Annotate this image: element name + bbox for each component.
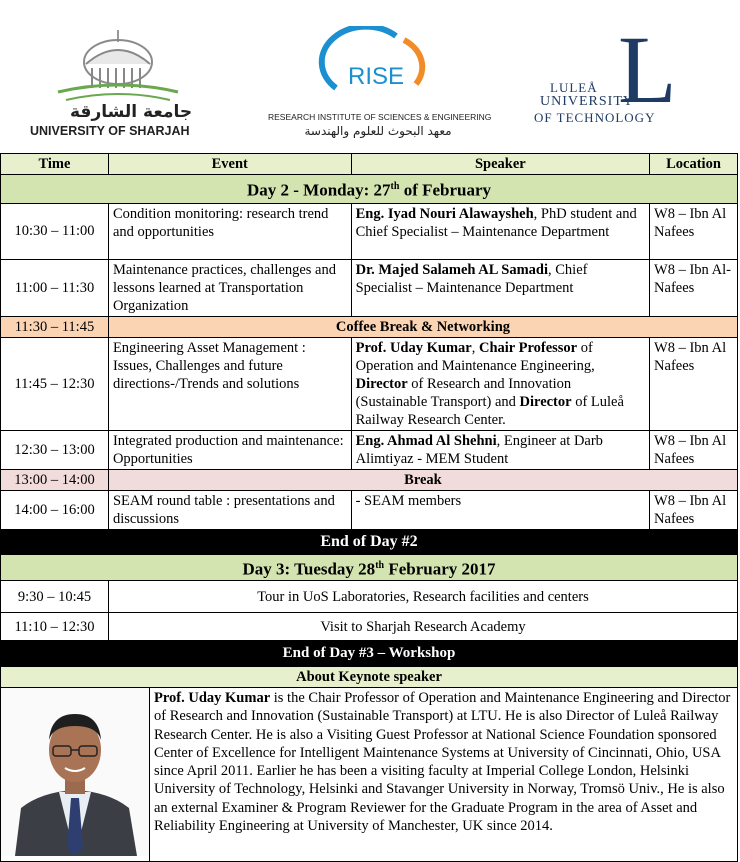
keynote-body-row <box>1 688 738 862</box>
break-label: Break <box>108 469 737 490</box>
row-time: 12:30 – 13:00 <box>1 430 109 469</box>
row-event: Engineering Asset Management : Issues, Challenges and future directions-/Trends and solutions <box>108 337 351 430</box>
table-row <box>1 203 738 259</box>
table-row <box>1 613 738 641</box>
row-speaker: Eng. Ahmad Al Shehni, Engineer at Darb Alimtiyaz - MEM Student <box>351 430 649 469</box>
ltu-logo <box>528 16 718 138</box>
ltu-letter: L <box>618 16 677 123</box>
table-header-row <box>1 154 738 175</box>
rise-arabic-name: معهد البحوث للعلوم والهندسة <box>304 124 452 138</box>
day2-title-row <box>1 175 738 204</box>
row-event: Visit to Sharjah Research Academy <box>108 613 737 641</box>
table-row <box>1 490 738 529</box>
table-row <box>1 259 738 316</box>
keynote-bio: Prof. Uday Kumar is the Chair Professor of Operation and Maintenance Engineering and Director of Research and Innovation (Sustainable Transport) at LTU. He is also Director of Luleå Railway Research Center. He is also a Visiting Guest Professor at National Science Foundation sponsored Center of Excellence for Intelligent Maintenance Systems at University of Cincinnati, Ohio, USA since April 2011. Earlier he has been a visiting faculty at Imperial College London, Helsinki University of Technology, Helsinki and Stavanger University in Norway, Tromsö Univ., He is also an external Examiner & Program Reviewer for the Graduate Program in the area of Asset and Reliability Engineering at University of Manchester, UK since 2014. <box>150 688 738 862</box>
table-row <box>1 337 738 430</box>
ltu-line1: LULEÅ <box>550 80 598 95</box>
col-speaker: Speaker <box>351 154 649 175</box>
row-event: Condition monitoring: research trend and opportunities <box>108 203 351 259</box>
row-time: 11:10 – 12:30 <box>1 613 109 641</box>
row-location: W8 – Ibn Al Nafees <box>650 203 738 259</box>
speaker-photo-icon <box>1 688 149 856</box>
rise-english-name: RESEARCH INSTITUTE OF SCIENCES & ENGINEERING <box>268 112 492 122</box>
row-event: Tour in UoS Laboratories, Research facilities and centers <box>108 581 737 613</box>
row-location: W8 – Ibn Al-Nafees <box>650 259 738 316</box>
keynote-header-row <box>1 667 738 688</box>
row-location: W8 – Ibn Al Nafees <box>650 430 738 469</box>
coffee-break-row <box>1 316 738 337</box>
end-day3: End of Day #3 – Workshop <box>1 641 738 666</box>
table-row <box>1 430 738 469</box>
row-event: Maintenance practices, challenges and lessons learned at Transportation Organization <box>108 259 351 316</box>
row-event: Integrated production and maintenance: Opportunities <box>108 430 351 469</box>
row-speaker: Prof. Uday Kumar, Chair Professor of Operation and Maintenance Engineering, Director of Research and Innovation (Sustainable Transport) and Director of Luleå Railway Research Center. <box>351 337 649 430</box>
coffee-label: Coffee Break & Networking <box>108 316 737 337</box>
row-time: 14:00 – 16:00 <box>1 490 109 529</box>
day2-title: Day 2 - Monday: 27th of February <box>1 175 738 204</box>
row-time: 11:00 – 11:30 <box>1 259 109 316</box>
keynote-header: About Keynote speaker <box>1 667 738 688</box>
row-speaker: Eng. Iyad Nouri Alawaysheh, PhD student and Chief Specialist – Maintenance Department <box>351 203 649 259</box>
row-time: 11:45 – 12:30 <box>1 337 109 430</box>
sharjah-english-name: UNIVERSITY OF SHARJAH <box>30 124 190 138</box>
row-event: SEAM round table : presentations and discussions <box>108 490 351 529</box>
day3-title-row <box>1 554 738 581</box>
sharjah-logo <box>30 28 210 143</box>
row-speaker: Dr. Majed Salameh AL Samadi, Chief Specialist – Maintenance Department <box>351 259 649 316</box>
schedule-table <box>0 153 738 666</box>
col-time: Time <box>1 154 109 175</box>
rise-circle-icon <box>268 26 488 104</box>
col-location: Location <box>650 154 738 175</box>
break-time: 13:00 – 14:00 <box>1 469 109 490</box>
end-day2-row <box>1 529 738 554</box>
keynote-photo <box>1 688 150 862</box>
row-time: 10:30 – 11:00 <box>1 203 109 259</box>
coffee-time: 11:30 – 11:45 <box>1 316 109 337</box>
rise-logo <box>268 26 492 144</box>
row-location: W8 – Ibn Al Nafees <box>650 490 738 529</box>
day3-title: Day 3: Tuesday 28th February 2017 <box>1 554 738 581</box>
row-speaker: - SEAM members <box>351 490 649 529</box>
ltu-line3: OF TECHNOLOGY <box>534 110 656 125</box>
keynote-table <box>0 666 738 862</box>
break-row <box>1 469 738 490</box>
row-location: W8 – Ibn Al Nafees <box>650 337 738 430</box>
row-time: 9:30 – 10:45 <box>1 581 109 613</box>
end-day2: End of Day #2 <box>1 529 738 554</box>
sharjah-arabic-name: جامعة الشارقة <box>70 102 193 122</box>
end-day3-row <box>1 641 738 666</box>
rise-mark: RISE <box>348 63 405 90</box>
col-event: Event <box>108 154 351 175</box>
sharjah-dome-icon <box>30 28 210 106</box>
table-row <box>1 581 738 613</box>
ltu-line2: UNIVERSITY <box>540 94 634 109</box>
header-logos <box>0 0 740 150</box>
